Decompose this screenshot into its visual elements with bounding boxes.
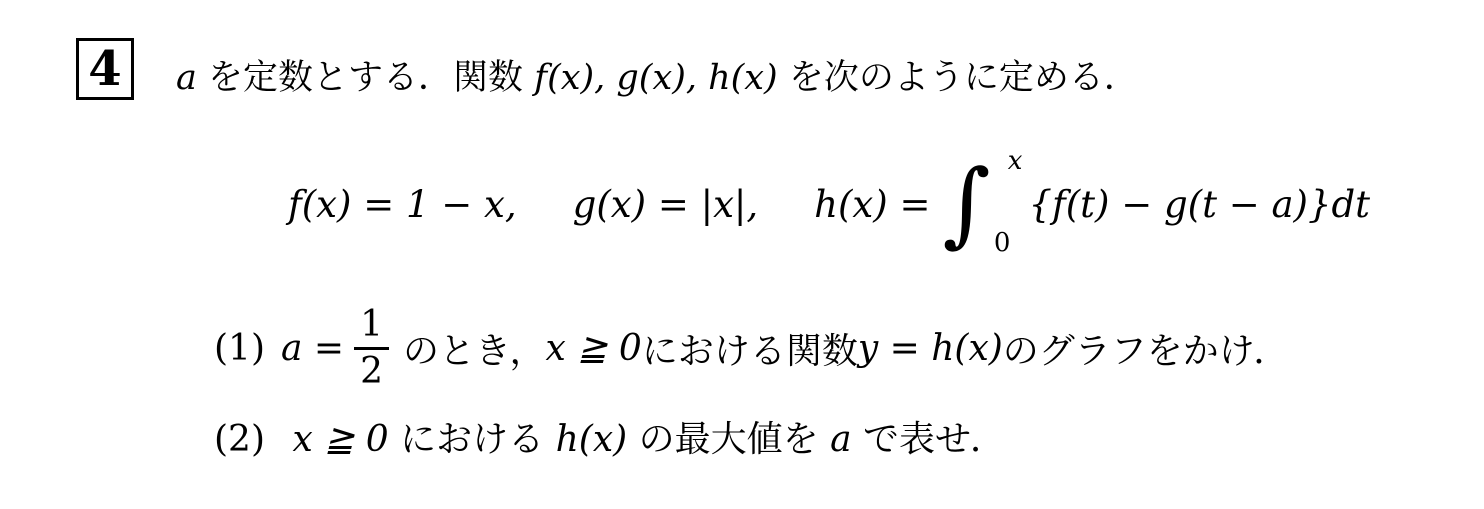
item-2-label: (2)	[214, 419, 265, 460]
item-2-text-2: の最大値を	[638, 419, 831, 460]
intro-line	[176, 52, 1139, 104]
item-1-text-1: のとき，	[402, 330, 546, 372]
fraction-numerator: 1	[360, 303, 383, 345]
eq-g-definition: g(x) = |x|,	[572, 182, 759, 226]
math-var-a: a	[176, 58, 197, 98]
fraction-denominator: 2	[360, 350, 383, 392]
eq-h-lhs: h(x) =	[814, 182, 931, 226]
intro-text-2: を次のように定める．	[777, 58, 1139, 98]
item-1-text-2: における関数	[641, 330, 858, 372]
item-1-condition: x ≧ 0	[545, 327, 642, 369]
math-h-of-x: h(x)	[555, 419, 628, 460]
integral	[943, 148, 1025, 260]
math-y-equals-hx: y = h(x)	[857, 327, 1003, 369]
intro-text-1: を定数とする．関数	[196, 58, 535, 98]
problem-number-box	[76, 38, 134, 100]
item-1-label: (1)	[214, 327, 265, 369]
math-a-equals: a =	[281, 327, 345, 369]
item-1-text-3: のグラフをかけ．	[1002, 330, 1290, 372]
fraction-one-half	[354, 303, 389, 394]
item-2-text-1: における	[400, 419, 556, 460]
item-2-text-3: で表せ．	[863, 419, 1006, 460]
problem-number: 4	[88, 41, 122, 97]
integral-upper-limit: x	[1007, 146, 1023, 176]
integral-lower-limit: 0	[993, 228, 1011, 258]
integral-sign-icon: ∫	[942, 150, 991, 257]
eq-f-definition: f(x) = 1 − x,	[288, 182, 517, 226]
question-item-2	[214, 410, 1006, 470]
eq-integrand: {f(t) − g(t − a)}dt	[1028, 182, 1371, 226]
equation-line	[288, 146, 1370, 262]
item-2-condition: x ≧ 0	[292, 419, 389, 460]
question-item-1	[214, 296, 1289, 400]
math-function-list: f(x), g(x), h(x)	[534, 58, 778, 98]
math-var-a-2: a	[830, 419, 852, 460]
